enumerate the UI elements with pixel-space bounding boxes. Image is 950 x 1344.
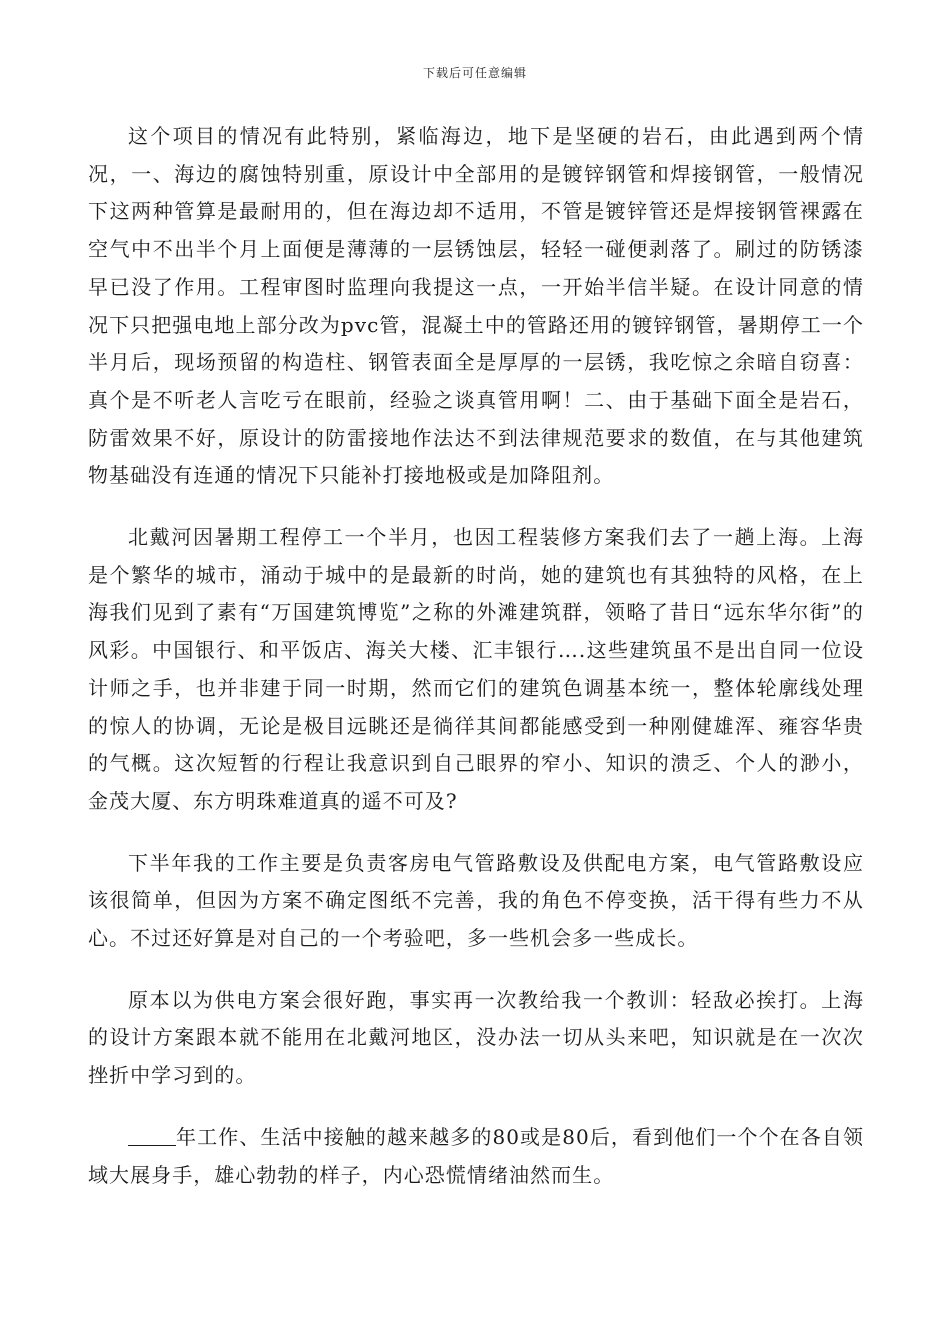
paragraph-power-supply-lesson: 原本以为供电方案会很好跑，事实再一次教给我一个教训：轻敌必挨打。上海的设计方案跟本就不能用在北戴河地区，没办法一切从头来吧，知识就是在一次次挫折中学习到的。 [88,987,864,1088]
document-body [88,118,864,1218]
paragraph-shanghai-trip: 北戴河因暑期工程停工一个半月，也因工程装修方案我们去了一趟上海。上海是个繁华的城市，涌动于城中的是最新的时尚，她的建筑也有其独特的风格，在上海我们见到了素有“万国建筑博览”之称的外滩建筑群，领略了昔日“远东华尔街”的风彩。中国银行、和平饭店、海关大楼、汇丰银行….这些建筑虽不是出自同一位设计师之手，也并非建于同一时期，然而它们的建筑色调基本统一，整体轮廓线处理的惊人的协调，无论是极目远眺还是徜徉其间都能感受到一种刚健雄浑、雍容华贵的气概。这次短暂的行程让我意识到自己眼界的窄小、知识的溃乏、个人的渺小，金茂大厦、东方明珠难道真的遥不可及? [88,525,864,813]
paragraph-project-conditions: 这个项目的情况有此特别，紧临海边，地下是坚硬的岩石，由此遇到两个情况，一、海边的腐蚀特别重，原设计中全部用的是镀锌钢管和焊接钢管，一般情况下这两种管算是最耐用的，但在海边却不适用，不管是镀锌管还是焊接钢管裸露在空气中不出半个月上面便是薄薄的一层锈蚀层，轻轻一碰便剥落了。刷过的防锈漆早已没了作用。工程审图时监理向我提这一点，一开始半信半疑。在设计同意的情况下只把强电地上部分改为pvc管，混凝土中的管路还用的镀锌钢管，暑期停工一个半月后，现场预留的构造柱、钢管表面全是厚厚的一层锈，我吃惊之余暗自窃喜：真个是不听老人言吃亏在眼前，经验之谈真管用啊！二、由于基础下面全是岩石，防雷效果不好，原设计的防雷接地作法达不到法律规范要求的数值，在与其他建筑物基础没有连通的情况下只能补打接地极或是加降阻剂。 [88,124,864,488]
fill-in-blank [128,1125,176,1146]
paragraph-year-reflection-text: 年工作、生活中接触的越来越多的80或是80后，看到他们一个个在各自领域大展身手，雄心勃勃的样子，内心恐慌情绪油然而生。 [88,1124,864,1187]
paragraph-second-half-work: 下半年我的工作主要是负责客房电气管路敷设及供配电方案，电气管路敷设应该很简单，但因为方案不确定图纸不完善，我的角色不停变换，活干得有些力不从心。不过还好算是对自己的一个考验吧，多一些机会多一些成长。 [88,850,864,951]
paragraph-year-reflection [88,1119,864,1194]
page-header: 下载后可任意编辑 [422,66,527,80]
